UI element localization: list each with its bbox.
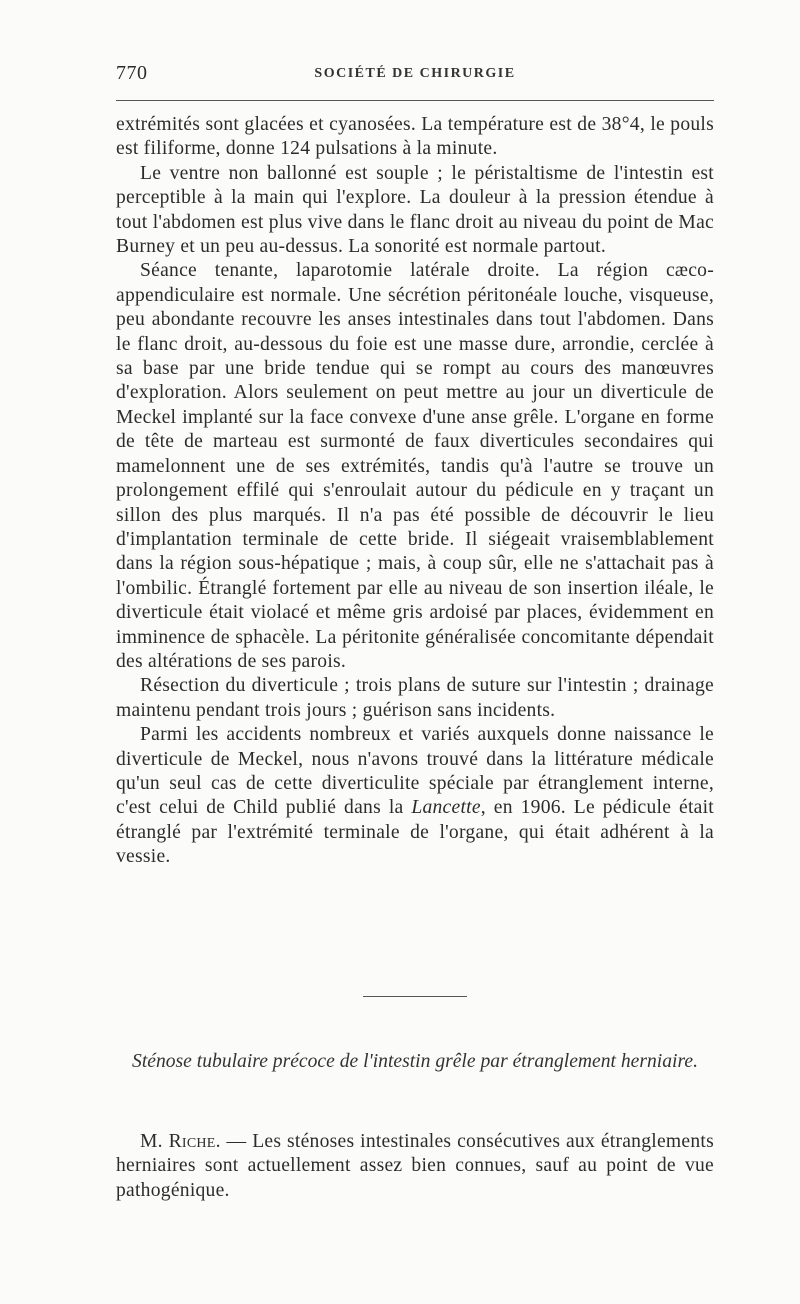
author-name: M. Riche. (140, 1131, 221, 1152)
running-head: SOCIÉTÉ DE CHIRURGIE (314, 66, 516, 81)
paragraph-abdomen-exam: Le ventre non ballonné est souple ; le péristaltisme de l'intestin est perceptible à la main qui l'explore. La douleur à la pression étendue à tout l'abdomen est plus vive dans le flanc droit au niveau du point de Mac Burney et un peu au-dessus. La sonorité est normale partout. (116, 162, 714, 258)
section-paragraph-text: — Les sténoses intestinales consécutives aux étranglements herniaires sont actuellement assez bien connues, sauf au point de vue pathogénique. (116, 1131, 714, 1201)
literature-text-end: , en 1906. Le pédicule était étranglé par l'extrémité terminale de l'organe, qui était adhérent à la vessie. (116, 797, 714, 868)
page-header (116, 60, 714, 90)
section-title: Sténose tubulaire précoce de l'intestin grêle par étranglement herniaire. (132, 1051, 698, 1072)
paragraph-laparotomy: Séance tenante, laparotomie latérale droite. La région cæco-appendiculaire est normale. Une sécrétion péritonéale louche, visqueuse, peu abondante recouvre les anses intestinales dans tout l'abdomen. Dans le flanc droit, au-dessous du foie est une masse dure, arrondie, cerclée à sa base par une bride tendue qui se rompt au cours des manœuvres d'exploration. Alors seulement on peut mettre au jour un diverticule de Meckel implanté sur la face convexe d'une anse grêle. L'organe en forme de tête de marteau est surmonté de faux diverticules secondaires qui mamelonnent une de ses extrémités, tandis qu'à l'autre se trouve un prolongement effilé qui s'enroulait autour du pédicule en y traçant un sillon des plus marqués. Il n'a pas été possible de découvrir le lieu d'implantation terminale de cette bride. Il siégeait vraisemblablement dans la région sous-hépatique ; mais, à coup sûr, elle ne s'attachait pas à l'ombilic. Étranglé fortement par elle au niveau de son insertion iléale, le diverticule était violacé et même gris ardoisé par places, évidemment en imminence de sphacèle. La péritonite généralisée concomitante dépendait des altérations de ses parois. (116, 260, 714, 672)
literature-text-start: Parmi les accidents nombreux et variés auxquels donne naissance le diverticule de Meckel, nous n'avons trouvé dans la littérature médicale qu'un seul cas de cette diverticulite spéciale par étranglement interne, c'est celui de Child publié dans la (116, 724, 714, 819)
header-rule (116, 100, 714, 101)
page-number: 770 (116, 62, 148, 84)
section-body (116, 1130, 714, 1203)
paragraph-literature (116, 723, 714, 869)
paragraph-continuation: extrémités sont glacées et cyanosées. La température est de 38°4, le pouls est filiforme, donne 124 pulsations à la minute. (116, 114, 714, 160)
case-report-text (116, 113, 714, 870)
paragraph-resection: Résection du diverticule ; trois plans de suture sur l'intestin ; drainage maintenu pendant trois jours ; guérison sans incidents. (116, 675, 714, 721)
journal-title: Lancette (411, 797, 481, 819)
section-paragraph (116, 1130, 714, 1203)
section-divider (363, 996, 467, 997)
